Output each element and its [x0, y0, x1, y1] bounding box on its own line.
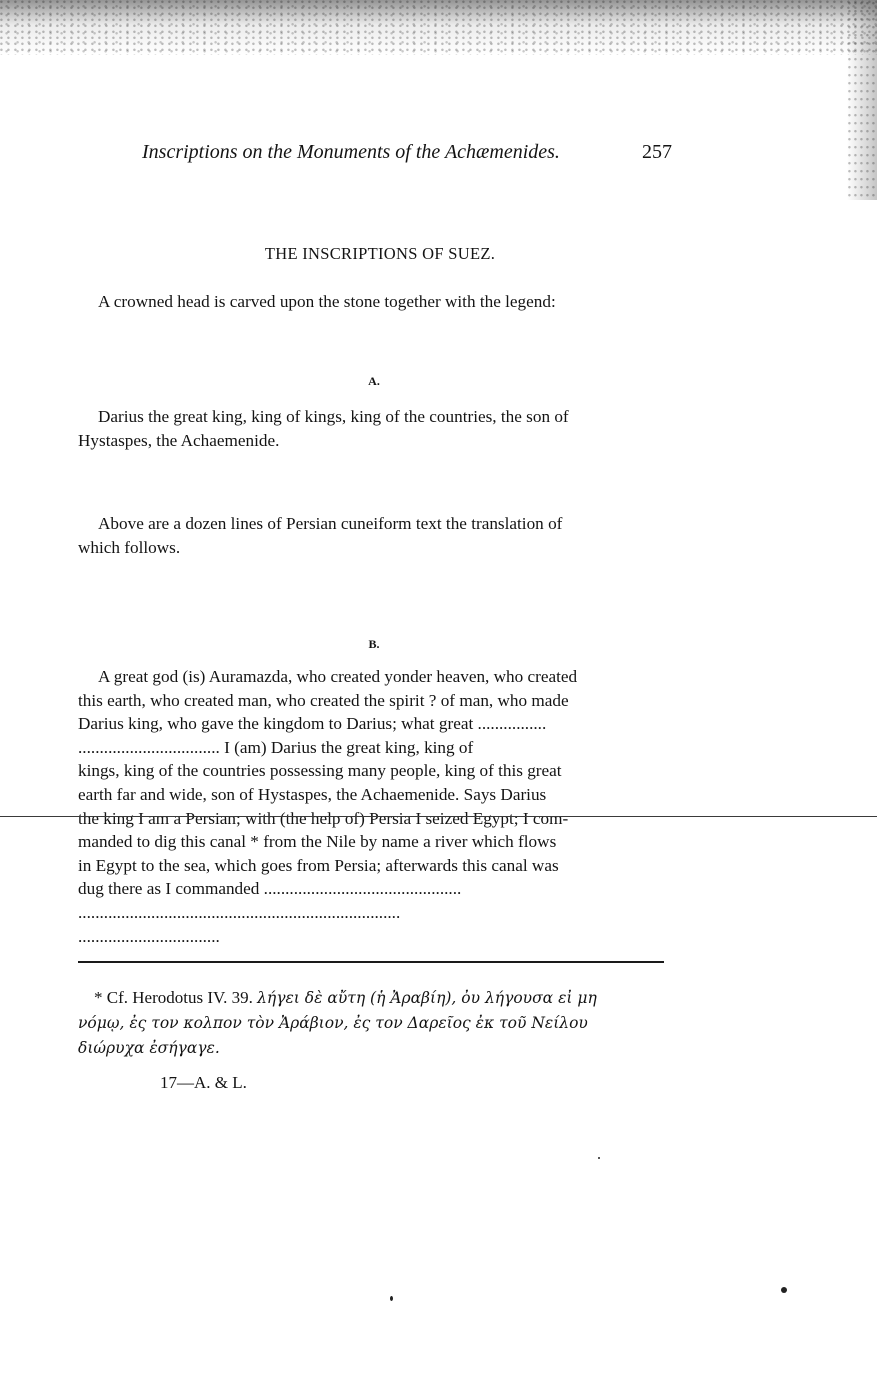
note-paragraph [78, 512, 672, 559]
inscription-a-line-2: Hystaspes, the Achaemenide. [78, 430, 280, 450]
printer-signature: 17—A. & L. [160, 1073, 247, 1092]
running-head-title: Inscriptions on the Monuments of the Achæmenides. [142, 141, 560, 163]
inscription-b-line: Darius king, who gave the kingdom to Darius; what great ................ [78, 714, 547, 734]
inscription-a-line-1: Darius the great king, king of kings, king of the countries, the son of [98, 407, 569, 426]
section-title: THE INSCRIPTIONS OF SUEZ. [264, 244, 496, 263]
ink-speck [390, 1296, 393, 1301]
inscription-b-line: kings, king of the countries possessing many people, king of this great [78, 761, 562, 781]
inscription-b-label: B. [368, 637, 380, 651]
footnote [78, 985, 674, 1061]
inscription-b-line: A great god (is) Auramazda, who created yonder heaven, who created [98, 667, 578, 686]
footnote-greek-1: λήγει δὲ αὔτη (ἡ Ἀραβίη), ὀυ λήγουσα εἰ μη [257, 989, 597, 1007]
intro-paragraph [78, 290, 672, 314]
note-line-2: which follows. [78, 537, 181, 557]
inscription-b-line: earth far and wide, son of Hystaspes, the Achaemenide. Says Darius [78, 784, 547, 804]
page-number: 257 [642, 141, 672, 163]
ink-speck [598, 1157, 600, 1159]
inscription-b-line: the king I am a Persian; with (the help of) Persia I seized Egypt; I com- [78, 808, 569, 828]
footnote-greek-2: νόμῳ, ἐς τον κολπον τὸν Ἀράβιον, ἐς τον Δαρεῖος ἐκ τοῦ Νείλου [78, 1014, 588, 1032]
inscription-b-line: ........................................................................... [78, 902, 401, 922]
footnote-reference: * Cf. Herodotus IV. 39. [94, 988, 253, 1007]
inscription-b-line: ................................. I (am) Darius the great king, king of [78, 737, 474, 757]
intro-text: A crowned head is carved upon the stone together with the legend: [98, 292, 556, 311]
running-head [142, 141, 672, 164]
inscription-a-label: A. [368, 374, 380, 388]
scan-edge-noise-right [847, 0, 877, 200]
scan-edge-noise-top [0, 0, 877, 55]
inscription-b-line: dug there as I commanded .............................................. [78, 879, 462, 899]
footnote-greek-3: διώρυχα ἐσήγαγε. [78, 1039, 220, 1057]
scan-artifact-line [0, 816, 877, 817]
inscription-a-text [78, 405, 672, 452]
footnote-rule [78, 961, 664, 963]
ink-speck [781, 1287, 787, 1293]
inscription-b-line: in Egypt to the sea, which goes from Persia; afterwards this canal was [78, 855, 559, 875]
inscription-b-line: ................................. [78, 926, 220, 946]
inscription-b-text [78, 665, 672, 948]
inscription-b-line: this earth, who created man, who created the spirit ? of man, who made [78, 690, 569, 710]
inscription-b-line: manded to dig this canal * from the Nile by name a river which flows [78, 832, 557, 852]
note-line-1: Above are a dozen lines of Persian cuneiform text the translation of [98, 514, 563, 533]
